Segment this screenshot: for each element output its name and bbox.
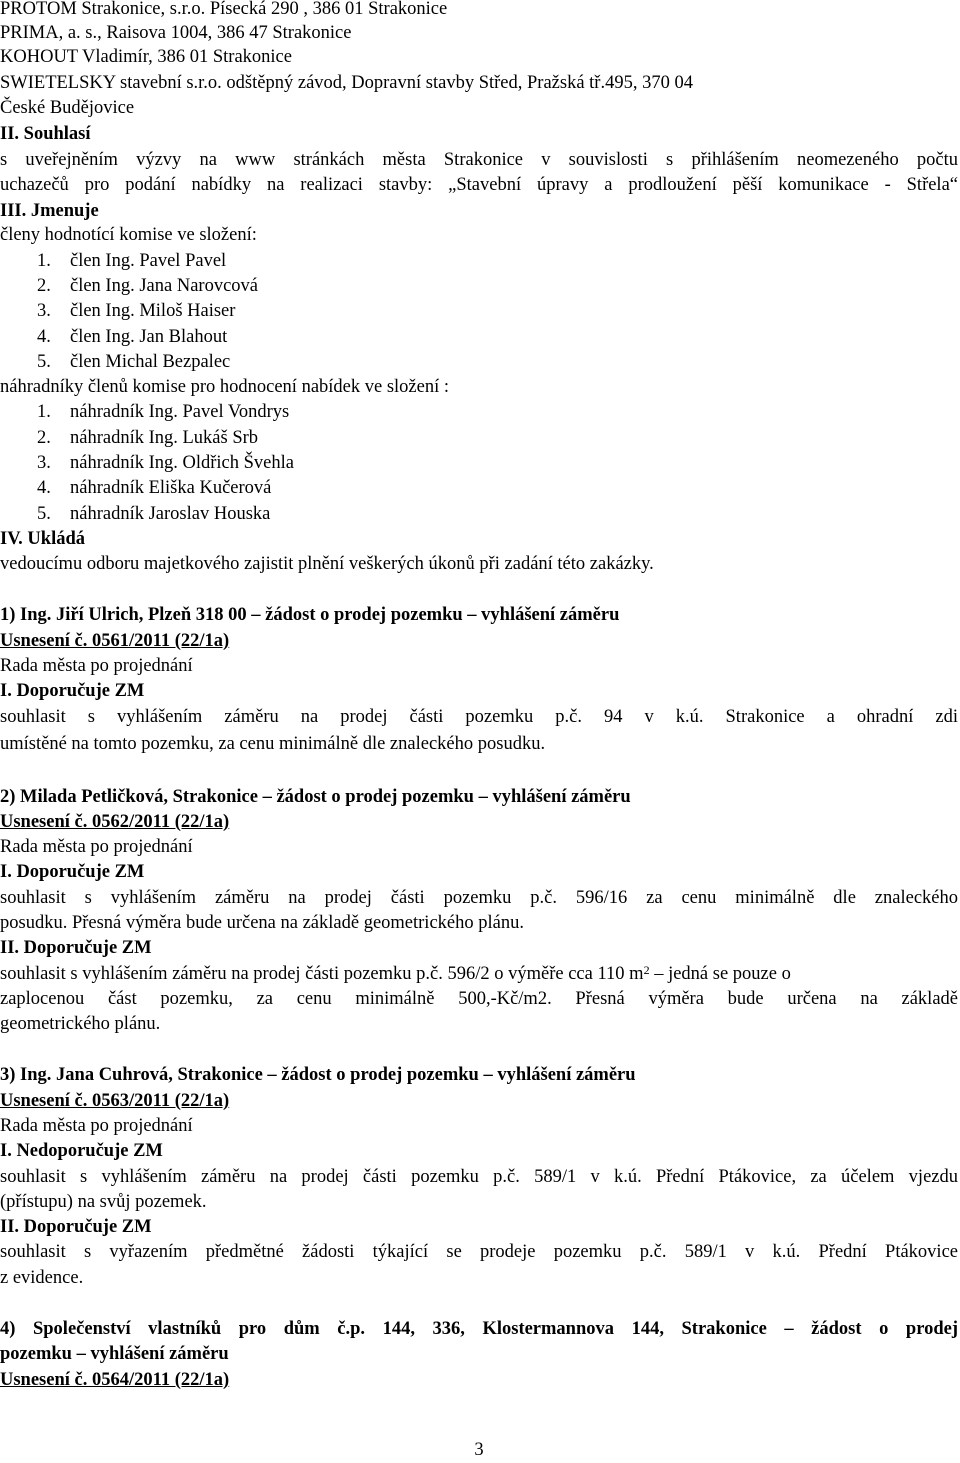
item-title: 2) Milada Petličková, Strakonice – žádost o prodej pozemku – vyhlášení záměru [0,787,631,807]
paragraph-line: s uveřejněním výzvy na www stránkách města Strakonice v souvislosti s přihlášením neomezeného počtu [0,150,958,170]
list-item: 2. člen Ing. Jana Narovcová [37,276,258,296]
section-heading: III. Jmenuje [0,201,99,221]
list-item: 4. náhradník Eliška Kučerová [37,478,272,498]
item-title: 4) Společenství vlastníků pro dům č.p. 144, 336, Klostermannova 144, Strakonice – žádost o prodej [0,1319,958,1339]
header-line: České Budějovice [0,98,135,118]
resolution-number: Usnesení č. 0563/2011 (22/1a) [0,1091,230,1111]
header-line: KOHOUT Vladimír, 386 01 Strakonice [0,47,292,67]
header-line: SWIETELSKY stavební s.r.o. odštěpný závod, Dopravní stavby Střed, Pražská tř.495, 370 04 [0,73,693,93]
paragraph-line: posudku. Přesná výměra bude určena na základě geometrického plánu. [0,913,524,933]
list-item: 3. náhradník Ing. Oldřich Švehla [37,453,294,473]
paragraph-line: členy hodnotící komise ve složení: [0,225,257,245]
recommendation-heading: I. Doporučuje ZM [0,681,145,701]
paragraph-line: Rada města po projednání [0,1116,193,1136]
item-title: pozemku – vyhlášení záměru [0,1344,229,1364]
section-heading: IV. Ukládá [0,529,86,549]
paragraph-line: souhlasit s vyhlášením záměru na prodej části pozemku p.č. 596/2 o výměře cca 110 $m^2$ – jedná se pouze o [0,963,791,984]
paragraph-line: umístěné na tomto pozemku, za cenu minimálně dle znaleckého posudku. [0,734,546,754]
header-line: PROTOM Strakonice, s.r.o. Písecká 290 , 386 01 Strakonice [0,0,448,19]
paragraph-line: geometrického plánu. [0,1014,161,1034]
list-item: 2. náhradník Ing. Lukáš Srb [37,428,259,448]
paragraph-line: souhlasit s vyhlášením záměru na prodej části pozemku p.č. 94 v k.ú. Strakonice a ohradní zdi [0,707,958,727]
resolution-number: Usnesení č. 0562/2011 (22/1a) [0,812,230,832]
paragraph-line: souhlasit s vyřazením předmětné žádosti týkající se prodeje pozemku p.č. 589/1 v k.ú. Přední Ptákovice [0,1242,958,1262]
list-item: 4. člen Ing. Jan Blahout [37,327,228,347]
recommendation-heading: I. Nedoporučuje ZM [0,1141,163,1161]
list-item: 5. člen Michal Bezpalec [37,352,231,372]
list-item: 1. náhradník Ing. Pavel Vondrys [37,402,290,422]
section-heading: II. Souhlasí [0,124,91,144]
page-number: 3 [474,1440,484,1460]
paragraph-line: souhlasit s vyhlášením záměru na prodej části pozemku p.č. 596/16 za cenu minimálně dle znaleckého [0,888,958,908]
paragraph-line: zaplocenou část pozemku, za cenu minimálně 500,-Kč/m2. Přesná výměra bude určena na základě [0,989,958,1009]
resolution-number: Usnesení č. 0564/2011 (22/1a) [0,1370,230,1390]
paragraph-line: vedoucímu odboru majetkového zajistit plnění veškerých úkonů při zadání této zakázky. [0,554,654,574]
paragraph-line: Rada města po projednání [0,837,193,857]
list-item: 1. člen Ing. Pavel Pavel [37,251,227,271]
list-item: 5. náhradník Jaroslav Houska [37,504,271,524]
paragraph-line: náhradníky členů komise pro hodnocení nabídek ve složení : [0,377,450,397]
paragraph-line: Rada města po projednání [0,656,193,676]
recommendation-heading: II. Doporučuje ZM [0,1217,152,1237]
paragraph-line: z evidence. [0,1268,84,1288]
item-title: 3) Ing. Jana Cuhrová, Strakonice – žádost o prodej pozemku – vyhlášení záměru [0,1065,636,1085]
paragraph-line: (přístupu) na svůj pozemek. [0,1192,207,1212]
recommendation-heading: I. Doporučuje ZM [0,862,145,882]
paragraph-line: souhlasit s vyhlášením záměru na prodej části pozemku p.č. 589/1 v k.ú. Přední Ptákovice, za účelem vjezdu [0,1167,958,1187]
list-item: 3. člen Ing. Miloš Haiser [37,301,236,321]
recommendation-heading: II. Doporučuje ZM [0,938,152,958]
resolution-number: Usnesení č. 0561/2011 (22/1a) [0,631,230,651]
header-line: PRIMA, a. s., Raisova 1004, 386 47 Strakonice [0,23,352,43]
paragraph-line: uchazečů pro podání nabídky na realizaci stavby: „Stavební úpravy a prodloužení pěší komunikace - Střela“ [0,175,958,195]
item-title: 1) Ing. Jiří Ulrich, Plzeň 318 00 – žádost o prodej pozemku – vyhlášení záměru [0,605,620,625]
